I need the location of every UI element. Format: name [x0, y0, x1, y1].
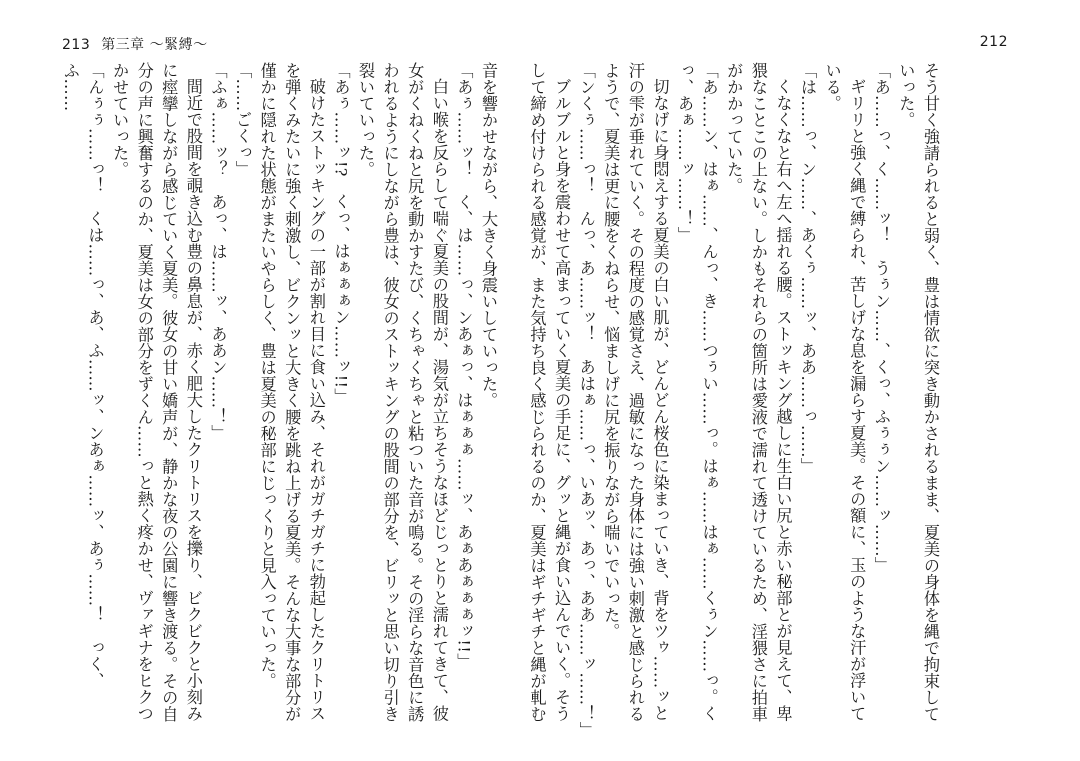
right-page-body: [527, 62, 942, 739]
running-title: 第三章 〜緊縛〜: [101, 37, 208, 53]
text-paragraph: 音を響かせながら、大きく身震いしていった。: [479, 62, 498, 409]
dialogue-line: 「は……っ、ン……、あくぅ……ッ、ああ……っ……」: [798, 62, 818, 475]
text-paragraph: ブルブルと身を震わせて高まっていく夏美の手足に、グッと縄が食い込んでいく。そうして締め付けられる感覚が、また気持ち良く感じられるのか、夏美はギチギチと縄が軋む: [527, 62, 572, 722]
dialogue-line: 「あ……っ、く……ッ！ うぅン……、くっ、ふぅぅン……ッ……」: [871, 62, 891, 574]
dialogue-line: 「……ごくっ」: [233, 62, 253, 178]
left-page-body: [60, 62, 500, 732]
text-paragraph: くなくなと右へ左へ揺れる腰。ストッキング越しに生白い尻と赤い秘部とが見えて、卑猥なことこの上ない。しかもそれらの箇所は愛液で濡れて透けているため、淫猥さに拍車がかかっていた。: [724, 62, 793, 722]
text-paragraph: 白い喉を反らして喘ぐ夏美の股間が、湯気が立ちそうなほどじっとりと濡れてきて、彼女がくねくねと尻を動かすたび、くちゃくちゃと粘ついた音が鳴る。その淫らな音色に誘われるようにしながら豊は、彼女のストッキングの股間の部分を、ビリッと思い切り引き裂いていった。: [356, 62, 449, 722]
left-page-number: 213: [62, 37, 91, 53]
dialogue-line: 「あぅ……ッ!? くっ、はぁぁぁン……ッ!!」: [331, 62, 351, 405]
dialogue-line: 「ふぁ……ッ？ あっ、は……ッ、ああン……！」: [208, 62, 228, 442]
dialogue-line: 「ンくぅ……っ！ んっ、あ……ッ！ あはぁ……っ、いあッ、あっ、ああ……ッ……！」: [576, 62, 596, 739]
right-page-header: [980, 34, 1008, 50]
dialogue-line: 「あ……ン、はぁ……、んっ、き……つぅい……っ。はぁ……はぁ……くぅン……っ。くっ、あぁ……ッ……！」: [675, 62, 719, 722]
text-paragraph: そう甘く強請られると弱く、豊は情欲に突き動かされるまま、夏美の身体を縄で拘束していった。: [896, 62, 940, 722]
dialogue-line: 「んぅぅ……っ！ くは……っ、あ、ふ……ッ、ンあぁ……ッ、あぅ……！ っく、ふ……: [60, 62, 105, 689]
left-page-header: [62, 34, 208, 54]
text-paragraph: ギリリと強く縄で縛られ、苦しげな息を漏らす夏美。その額に、玉のような汗が浮いている。: [822, 62, 867, 722]
text-paragraph: 間近で股間を覗き込む豊の鼻息が、赤く肥大したクリトリスを擽り、ビクビクと小刻みに痙攣しながら感じていく夏美。彼女の甘い嬌声が、静かな夜の公園に響き渡る。その自分の声に興奮するのか、夏美は女の部分をずくん……っと熱く疼かせ、ヴァギナをヒクつかせていった。: [110, 62, 203, 722]
text-paragraph: 破けたストッキングの一部が割れ目に食い込み、それがガチガチに勃起したクリトリスを弾くみたいに強く刺激し、ビクンッと大きく腰を跳ね上げる夏美。そんな大事な部分が僅かに隠れた状態がまたいやらしく、豊は夏美の秘部にじっくりと見入っていった。: [257, 62, 326, 722]
text-paragraph: 切なげに身悶えする夏美の白い肌が、どんどん桜色に染まっていき、背をツゥ……ッと汗の雫が垂れていく。その程度の感覚さえ、過敏になった身体には強い刺激と感じられるようで、夏美は更に腰をくねらせ、悩ましげに尻を振りながら喘いでいった。: [601, 62, 670, 722]
right-page-number: 212: [979, 34, 1008, 50]
dialogue-line: 「あぅ……ッ！ く、は……っ、ンあぁっ、はぁぁぁ……ッ、あぁあぁぁぁッ!!」: [454, 62, 474, 670]
